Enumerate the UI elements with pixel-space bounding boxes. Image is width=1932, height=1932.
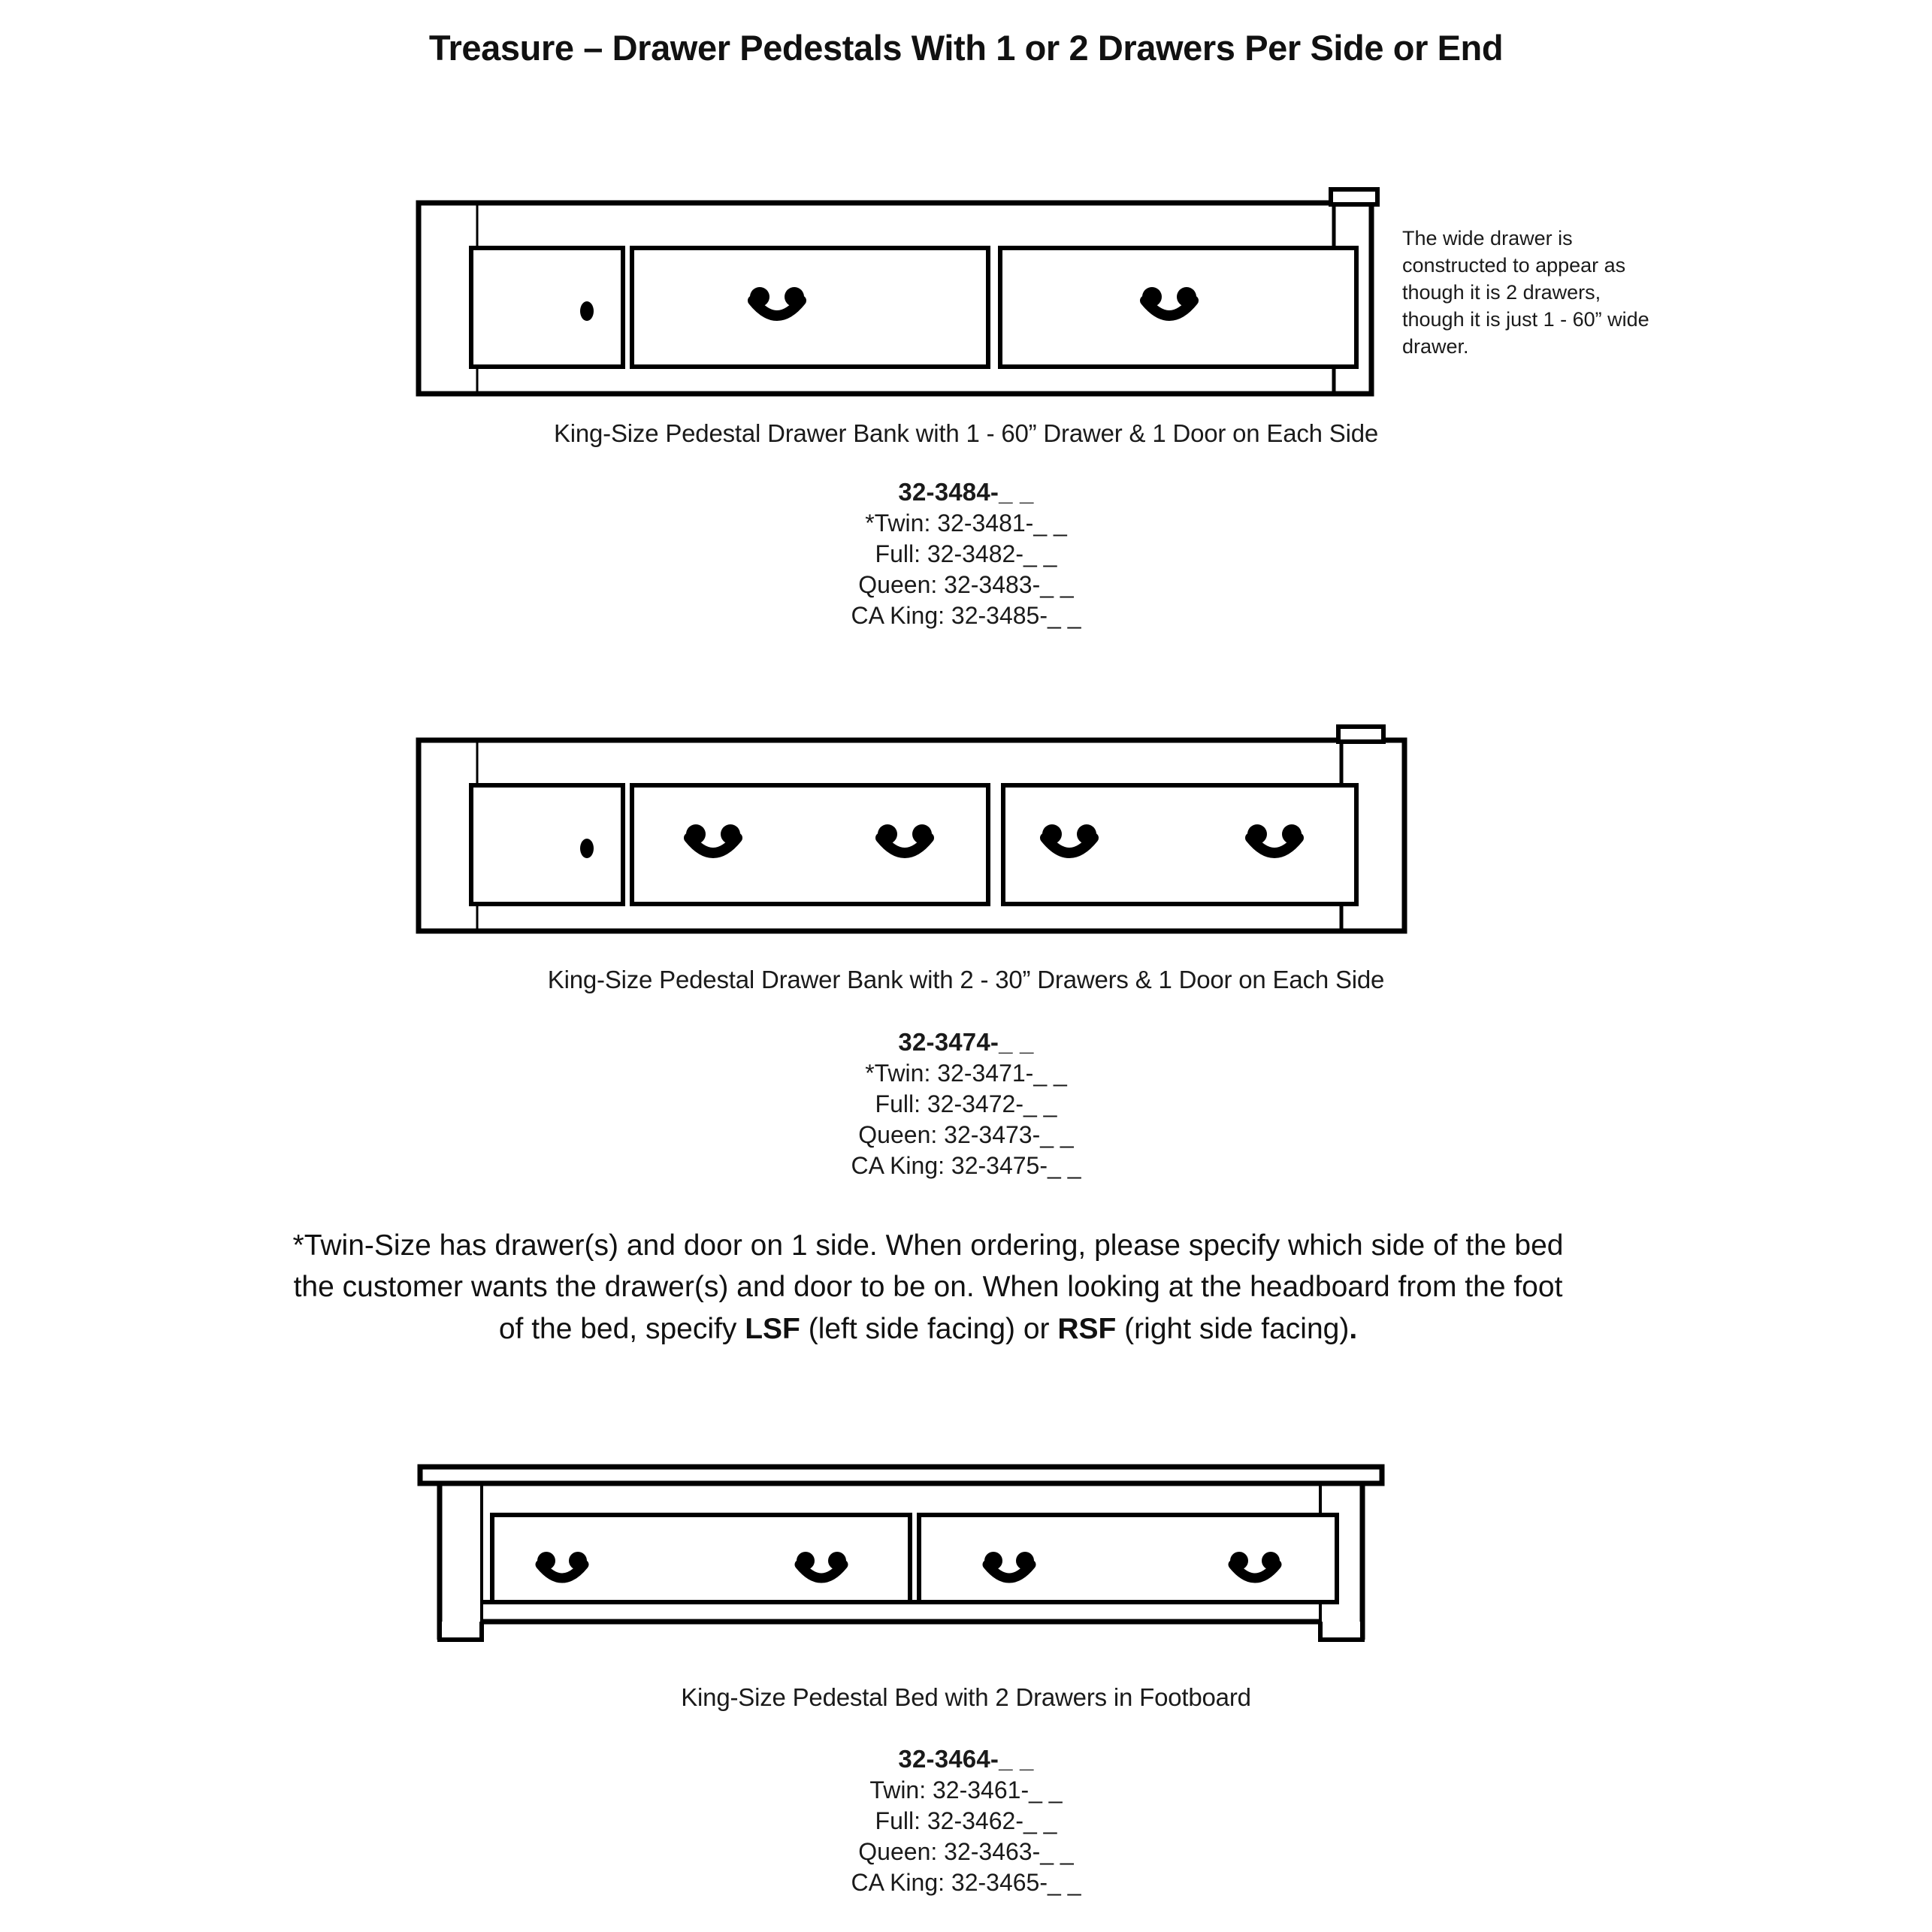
- figure-3-sku-block: [0, 1743, 1932, 1898]
- figure-1-side-note: The wide drawer is constructed to appear as though it is 2 drawers, though it is just 1 - 60” wide drawer.: [1402, 227, 1649, 358]
- top-rail-cap: [420, 1467, 1382, 1483]
- figure-3-drawing-king-pedestal-bed-footboard: [416, 1462, 1407, 1688]
- page-title: Treasure – Drawer Pedestals With 1 or 2 Drawers Per Side or End: [428, 28, 1504, 68]
- figure-3-caption-block: [0, 1683, 1932, 1712]
- figure-2-sku-twin: *Twin: 32-3471-_ _: [865, 1060, 1067, 1087]
- right-post-cap: [1331, 189, 1377, 204]
- pedestal-drawer-bank-30-svg: [416, 724, 1423, 949]
- twin-note-lsf: LSF: [745, 1312, 800, 1345]
- figure-1-sku-full: Full: 32-3482-_ _: [875, 540, 1057, 568]
- figure-1-sku-main: 32-3484-_ _: [898, 478, 1034, 506]
- figure-1-caption-block: [0, 419, 1932, 448]
- figure-2-sku-full: Full: 32-3472-_ _: [875, 1090, 1057, 1118]
- figure-2-caption: King-Size Pedestal Drawer Bank with 2 - 30” Drawers & 1 Door on Each Side: [547, 966, 1385, 993]
- figure-1-sku-twin: *Twin: 32-3481-_ _: [865, 509, 1067, 537]
- figure-2-sku-caking: CA King: 32-3475-_ _: [851, 1152, 1081, 1180]
- twin-note-rsf: RSF: [1057, 1312, 1117, 1345]
- figure-2-drawing-king-pedestal-drawer-bank-30: [416, 724, 1423, 949]
- pedestal-bed-footboard-svg: [416, 1462, 1407, 1688]
- left-foot: [440, 1622, 482, 1640]
- figure-3-caption: King-Size Pedestal Bed with 2 Drawers in Footboard: [681, 1683, 1251, 1711]
- figure-1-caption: King-Size Pedestal Drawer Bank with 1 - 60” Drawer & 1 Door on Each Side: [553, 419, 1379, 447]
- twin-note-part1: *Twin-Size has drawer(s) and door on 1 side. When ordering, please specify which side of the bed the customer wants the drawer(s) and door to be on. When looking at the headboard from the foot of the bed, specify: [292, 1229, 1564, 1345]
- pedestal-drawer-bank-60-svg: [416, 186, 1407, 412]
- drawer-face-left: [632, 248, 988, 367]
- figure-3-sku-main: 32-3464-_ _: [898, 1745, 1034, 1773]
- right-foot: [1320, 1622, 1362, 1640]
- figure-1-drawing-king-pedestal-drawer-bank-60: [416, 186, 1407, 412]
- figure-1-sku-queen: Queen: 32-3483-_ _: [858, 571, 1074, 599]
- figure-3-sku-full: Full: 32-3462-_ _: [875, 1807, 1057, 1835]
- figure-1-sku-caking: CA King: 32-3485-_ _: [851, 602, 1081, 630]
- door-panel: [471, 785, 623, 904]
- twin-size-note: [278, 1225, 1578, 1350]
- drawer-face-right: [1000, 248, 1356, 367]
- figure-1-sku-block: [0, 476, 1932, 631]
- figure-2-caption-block: [0, 966, 1932, 994]
- drawer-face-left: [632, 785, 988, 904]
- figure-3-sku-queen: Queen: 32-3463-_ _: [858, 1838, 1074, 1866]
- twin-note-part3: (right side facing): [1116, 1312, 1350, 1345]
- twin-note-part2: (left side facing) or: [800, 1312, 1058, 1345]
- door-knob-icon: [580, 301, 594, 321]
- figure-2-sku-block: [0, 1026, 1932, 1181]
- right-post-cap: [1338, 727, 1383, 742]
- door-panel: [471, 248, 623, 367]
- figure-3-sku-twin: Twin: 32-3461-_ _: [869, 1776, 1063, 1804]
- twin-note-period: .: [1349, 1312, 1358, 1345]
- door-knob-icon: [580, 839, 594, 858]
- figure-2-sku-main: 32-3474-_ _: [898, 1028, 1034, 1056]
- figure-3-sku-caking: CA King: 32-3465-_ _: [851, 1869, 1081, 1897]
- figure-2-sku-queen: Queen: 32-3473-_ _: [858, 1121, 1074, 1149]
